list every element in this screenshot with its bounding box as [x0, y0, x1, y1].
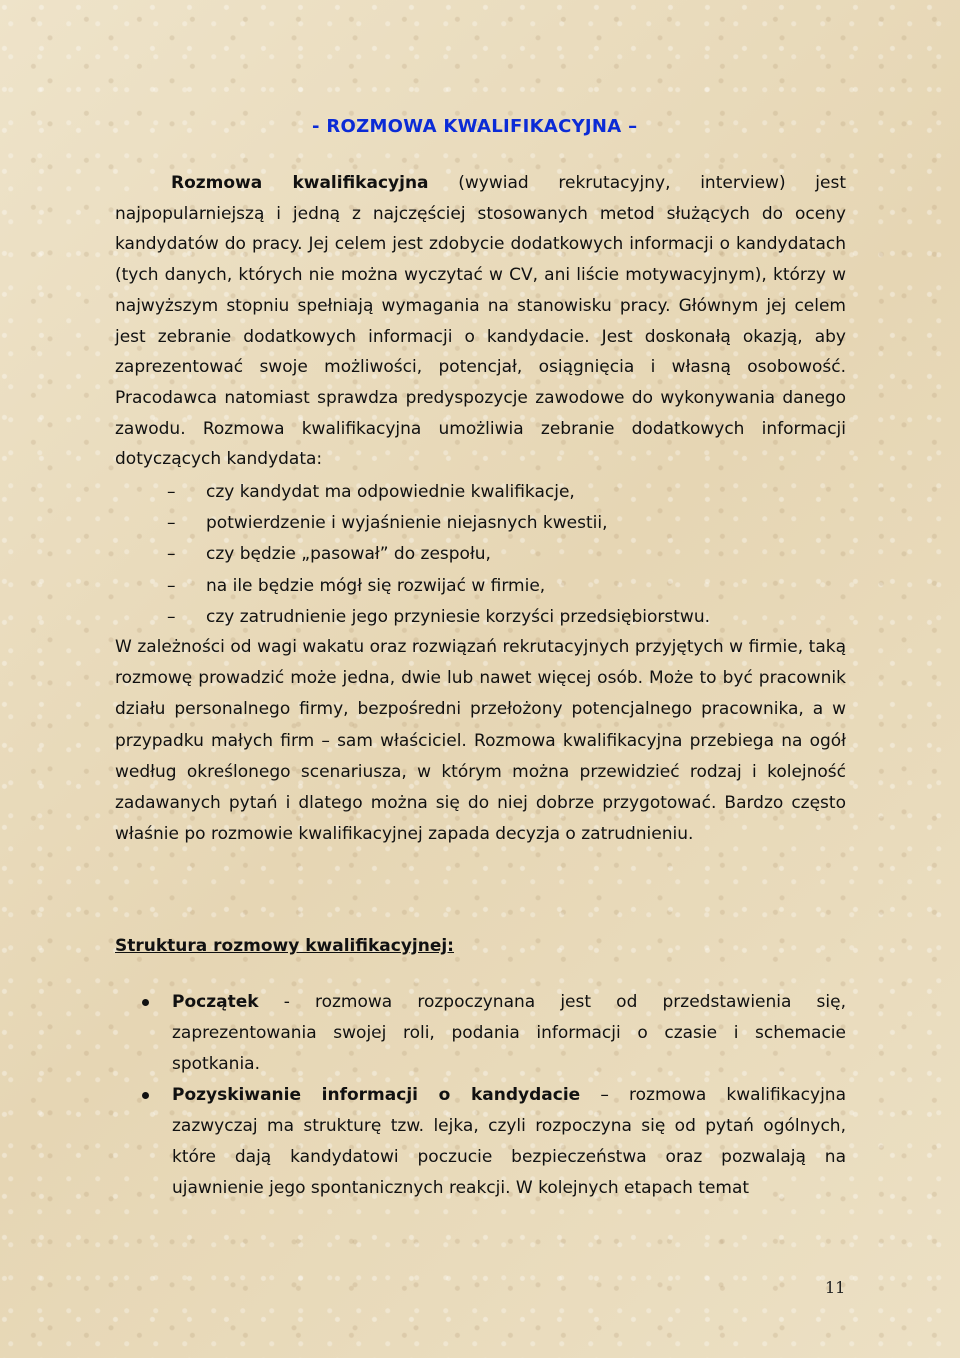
bullet-bold: Pozyskiwanie informacji o kandydacie	[172, 1085, 581, 1105]
structure-bullet-list	[115, 987, 846, 1204]
list-item	[115, 477, 846, 508]
bullet-bold: Początek	[172, 992, 259, 1012]
bullet-item	[115, 987, 846, 1080]
bullet-text: - rozmowa rozpoczynana jest od przedstawienia się, zaprezentowania swojej roli, podania informacji o czasie i schemacie spotkania.	[172, 992, 846, 1074]
intro-text: (wywiad rekrutacyjny, interview) jest najpopularniejszą i jedną z najczęściej stosowanych metod służących do oceny kandydatów do pracy. Jej celem jest zdobycie dodatkowych informacji o kandydatach (tych danych, których nie można wyczytać w CV, ani liście motywacyjnym), którzy w najwyższym stopniu spełniają wymagania na stanowisku pracy. Głównym jej celem jest zebranie dodatkowych informacji o kandydacie. Jest doskonałą okazją, aby zaprezentować swoje możliwości, potencjał, osiągnięcia i własną osobowość. Pracodawca natomiast sprawdza predyspozycje zawodowe do wykonywania danego zawodu. Rozmowa kwalifikacyjna umożliwia zebranie dodatkowych informacji dotyczących kandydata:	[115, 173, 846, 470]
list-item	[115, 602, 846, 633]
bullet-item	[115, 1080, 846, 1204]
document-title: - ROZMOWA KWALIFIKACYJNA –	[312, 116, 638, 137]
bullet-icon	[142, 1092, 149, 1099]
list-item-text: potwierdzenie i wyjaśnienie niejasnych kwestii,	[206, 513, 608, 534]
dash-marker: –	[167, 513, 176, 534]
dash-marker: –	[167, 575, 176, 596]
list-item-text: czy kandydat ma odpowiednie kwalifikacje,	[206, 482, 575, 502]
criteria-list	[115, 477, 846, 633]
list-item-text: na ile będzie mógł się rozwijać w firmie,	[206, 575, 546, 596]
intro-lead-bold: Rozmowa kwalifikacyjna	[171, 173, 429, 193]
bullet-text: – rozmowa kwalifikacyjna zazwyczaj ma strukturę tzw. lejka, czyli rozpoczyna się od pytań ogólnych, które dają kandydatowi poczucie bezpieczeństwa oraz pozwalają na ujawnienie jego spontanicznych reakcji. W kolejnych etapach temat	[172, 1085, 846, 1198]
list-item-text: czy zatrudnienie jego przyniesie korzyści przedsiębiorstwu.	[206, 606, 710, 627]
section-heading: Struktura rozmowy kwalifikacyjnej:	[115, 936, 454, 956]
page-number: 11	[825, 1278, 846, 1297]
list-item	[115, 539, 846, 570]
list-item-text: czy będzie „pasował” do zespołu,	[206, 544, 491, 565]
dash-marker: –	[167, 544, 176, 565]
bullet-icon	[142, 999, 149, 1006]
list-item	[115, 571, 846, 602]
dash-marker: –	[167, 606, 176, 627]
body-paragraph-2: W zależności od wagi wakatu oraz rozwiązań rekrutacyjnych przyjętych w firmie, taką rozmowę prowadzić może jedna, dwie lub nawet więcej osób. Może to być pracownik działu personalnego firmy, bezpośredni przełożony potencjalnego pracownika, a w przypadku małych firm – sam właściciel. Rozmowa kwalifikacyjna przebiega na ogół według określonego scenariusza, w którym można przewidzieć rodzaj i kolejność zadawanych pytań i dlatego można się do niej dobrze przygotować. Bardzo często właśnie po rozmowie kwalifikacyjnej zapada decyzja o zatrudnieniu.	[115, 637, 846, 845]
list-item	[115, 508, 846, 539]
dash-marker: –	[167, 482, 176, 502]
intro-paragraph	[115, 168, 846, 475]
